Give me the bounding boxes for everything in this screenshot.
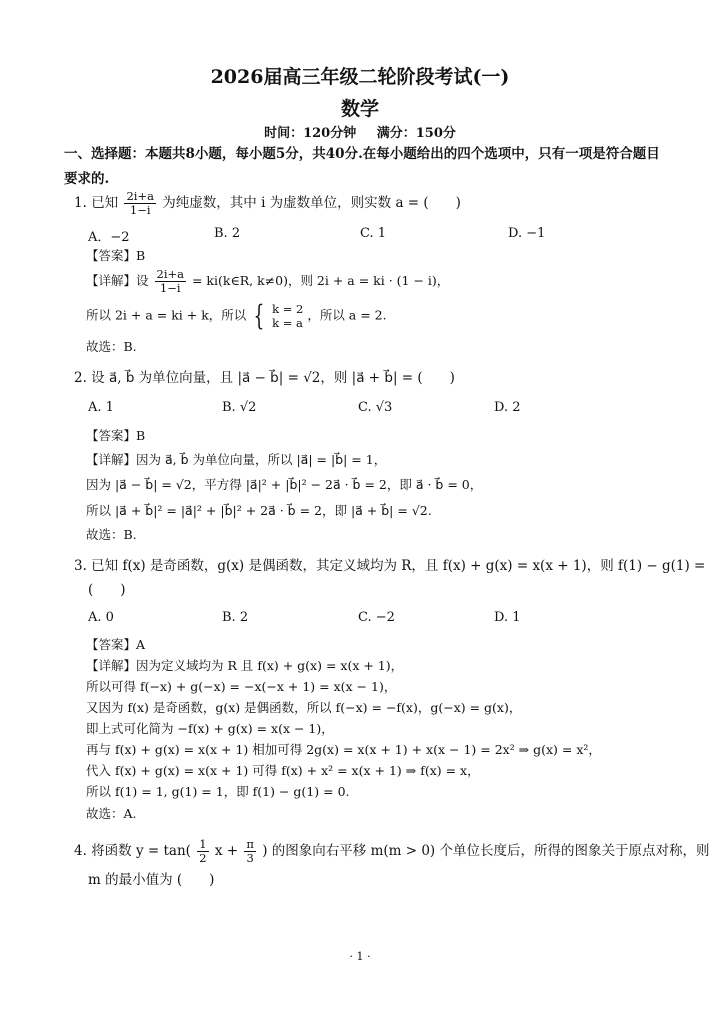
- q2-answer: 【答案】B: [86, 428, 146, 443]
- q3-answer: 【答案】A: [86, 637, 146, 652]
- q4-f2-den: 3: [246, 851, 254, 865]
- q1-d1-fraction: [155, 268, 187, 295]
- q1-d2-post: ，所以 a = 2.: [307, 307, 387, 323]
- q2-detail-3: 所以 |a⃗ + b⃗|² = |a⃗|² + |b⃗|² + 2a⃗ · b⃗ = 2，即 |a⃗ + b⃗| = √2.: [86, 503, 432, 518]
- q4-f1-den: 2: [199, 851, 207, 865]
- q3-detail-5: 再与 f(x) + g(x) = x(x + 1) 相加可得 2g(x) = x(x + 1) + x(x − 1) = 2x² ⇒ g(x) = x²，: [86, 742, 601, 757]
- exam-score: 满分：150分: [376, 126, 456, 141]
- exam-meta: [0, 122, 720, 141]
- question-4-stem-line-1: [74, 837, 710, 865]
- question-1-stem: [74, 190, 674, 217]
- q2-option-d: D. 2: [494, 400, 521, 415]
- q4-post: ) 的图象向右平移 m(m > 0) 个单位长度后，所得的图象关于原点对称，则: [262, 843, 710, 859]
- exam-subject: 数学: [340, 98, 379, 120]
- q1-detail-2: [86, 299, 387, 332]
- q2-detail-2: 因为 |a⃗ − b⃗| = √2，平方得 |a⃗|² + |b⃗|² − 2a⃗ · b⃗ = 2，即 a⃗ · b⃗ = 0，: [86, 477, 483, 492]
- q3-option-d: D. 1: [494, 610, 521, 625]
- q3-detail-8: 故选：A.: [86, 806, 137, 821]
- q3-option-b: B. 2: [222, 610, 249, 625]
- q1-option-b: B. 2: [214, 226, 241, 241]
- q1-post: 为纯虚数，其中 i 为虚数单位，则实数 a = ( ): [162, 195, 461, 211]
- q1-d1-pre: 【详解】设: [86, 273, 149, 288]
- question-4-stem-line-2: m 的最小值为 ( ): [88, 872, 215, 888]
- q2-option-a: A. 1: [88, 400, 114, 415]
- q1-frac-num: 2i+a: [126, 189, 154, 203]
- q1-frac-den: 1−i: [129, 203, 151, 217]
- q1-d1-frac-num: 2i+a: [156, 267, 184, 281]
- q1-system-brace: {: [253, 299, 265, 332]
- question-3-stem-line-2: ( ): [88, 582, 126, 598]
- q3-option-c: C. −2: [358, 610, 395, 625]
- q4-pre: 4. 将函数 y = tan(: [74, 843, 191, 859]
- q2-detail-4: 故选：B.: [86, 527, 137, 542]
- q1-detail-1: [86, 268, 449, 295]
- q1-d1-frac-den: 1−i: [159, 281, 181, 295]
- q1-system: [272, 302, 303, 330]
- question-3-stem-line-1: 3. 已知 f(x) 是奇函数，g(x) 是偶函数，其定义域均为 R，且 f(x) + g(x) = x(x + 1)，则 f(1) − g(1) =: [74, 558, 706, 574]
- q1-d2-pre: 所以 2i + a = ki + k，所以: [86, 307, 247, 323]
- q4-fraction-1: [197, 838, 208, 865]
- question-2-stem: 2. 设 a⃗, b⃗ 为单位向量，且 |a⃗ − b⃗| = √2，则 |a⃗ + b⃗| = ( ): [74, 370, 455, 386]
- q1-option-a: A．−2: [88, 230, 130, 245]
- q1-answer: 【答案】B: [86, 248, 146, 263]
- q4-mid: x +: [214, 843, 239, 859]
- q1-option-d: D. −1: [508, 226, 546, 241]
- q3-detail-1: 【详解】因为定义域均为 R 且 f(x) + g(x) = x(x + 1)，: [86, 658, 404, 673]
- q2-detail-1: 【详解】因为 a⃗, b⃗ 为单位向量，所以 |a⃗| = |b⃗| = 1，: [86, 452, 387, 467]
- section-heading: 一、选择题：本题共8小题，每小题5分，共40分.在每小题给出的四个选项中，只有一项是符合题目要求的.: [64, 146, 660, 187]
- page-number: · 1 ·: [349, 950, 371, 963]
- q2-option-b: B. √2: [222, 400, 257, 415]
- q4-f2-num: π: [246, 837, 254, 851]
- q4-f1-num: 1: [199, 837, 207, 851]
- q1-option-c: C. 1: [360, 226, 387, 241]
- q2-option-c: C. √3: [358, 400, 393, 415]
- q1-detail-3: 故选：B.: [86, 339, 137, 354]
- q1-pre: 已知: [91, 195, 119, 211]
- q3-detail-3: 又因为 f(x) 是奇函数，g(x) 是偶函数，所以 f(−x) = −f(x)，g(−x) = g(x)，: [86, 700, 522, 715]
- q3-option-a: A. 0: [88, 610, 114, 625]
- exam-title: 2026届高三年级二轮阶段考试(一): [210, 66, 510, 88]
- q3-detail-2: 所以可得 f(−x) + g(−x) = −x(−x + 1) = x(x − 1)，: [86, 679, 397, 694]
- q1-fraction: [124, 190, 156, 217]
- q1-system-line-1: k = 2: [272, 302, 304, 316]
- q1-d1-post: = ki(k∈R, k≠0)，则 2i + a = ki · (1 − i)，: [191, 273, 450, 288]
- exam-time: 时间：120分钟: [264, 126, 357, 141]
- q1-system-line-2: k = a: [272, 316, 303, 330]
- q3-detail-4: 即上式可化简为 −f(x) + g(x) = x(x − 1)，: [86, 721, 334, 736]
- q3-detail-6: 代入 f(x) + g(x) = x(x + 1) 可得 f(x) + x² = x(x + 1) ⇒ f(x) = x，: [86, 763, 480, 778]
- q1-number: 1.: [74, 195, 87, 211]
- q3-detail-7: 所以 f(1) = 1, g(1) = 1，即 f(1) − g(1) = 0.: [86, 784, 350, 799]
- q4-fraction-2: [244, 838, 256, 865]
